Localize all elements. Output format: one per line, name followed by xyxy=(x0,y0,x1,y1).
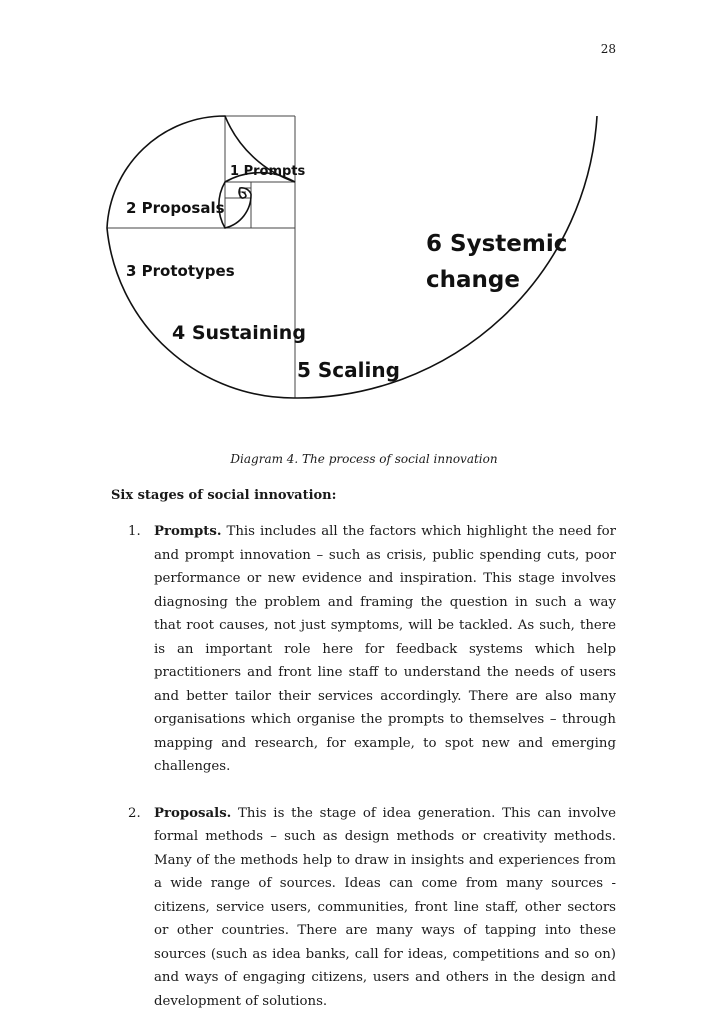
label-systemic-line1: 6 Systemic xyxy=(426,231,568,257)
list-item-number: 2. xyxy=(128,805,141,821)
list-item-text: This is the stage of idea generation. This can involve formal methods – such as design methods or creativity methods. Many of the methods help to draw in insights and experiences from a wide range of sources. Ideas can come from many sources - citizens, service users, communities, front line staff, other sectors or other countries. There are many ways of tapping into these sources (such as idea banks, call for ideas, competitions and so on) and ways of engaging citizens, users and others in the design and development of solutions. xyxy=(154,805,616,1009)
page-number: 28 xyxy=(600,42,616,56)
list-item-text: This includes all the factors which highlight the need for and prompt innovation – such as crisis, public spending cuts, poor performance or new evidence and inspiration. This stage involves diagnosing the problem and framing the question in such a way that root causes, not just symptoms, will be tackled. As such, there is an important role here for feedback systems which help practitioners and front line staff to understand the needs of users and better tailor their services accordingly. There are also many organisations which organise the prompts to themselves – through mapping and research, for example, to spot new and emerging challenges. xyxy=(154,524,616,774)
label-prompts: 1 Prompts xyxy=(230,164,306,179)
label-scaling: 5 Scaling xyxy=(297,358,400,382)
stages-list xyxy=(112,520,616,1013)
label-prototypes: 3 Prototypes xyxy=(126,262,235,280)
list-item-number: 1. xyxy=(128,524,141,539)
label-systemic-change xyxy=(426,226,567,298)
list-item-term: Proposals. xyxy=(154,805,232,821)
label-sustaining: 4 Sustaining xyxy=(172,322,306,344)
list-item xyxy=(112,802,616,1014)
diagram-caption: Diagram 4. The process of social innovation xyxy=(230,452,498,466)
list-item-term: Prompts. xyxy=(154,524,222,539)
list-item xyxy=(112,520,616,779)
label-proposals: 2 Proposals xyxy=(126,199,225,217)
section-heading: Six stages of social innovation: xyxy=(111,488,337,503)
label-systemic-line2: change xyxy=(426,267,520,293)
